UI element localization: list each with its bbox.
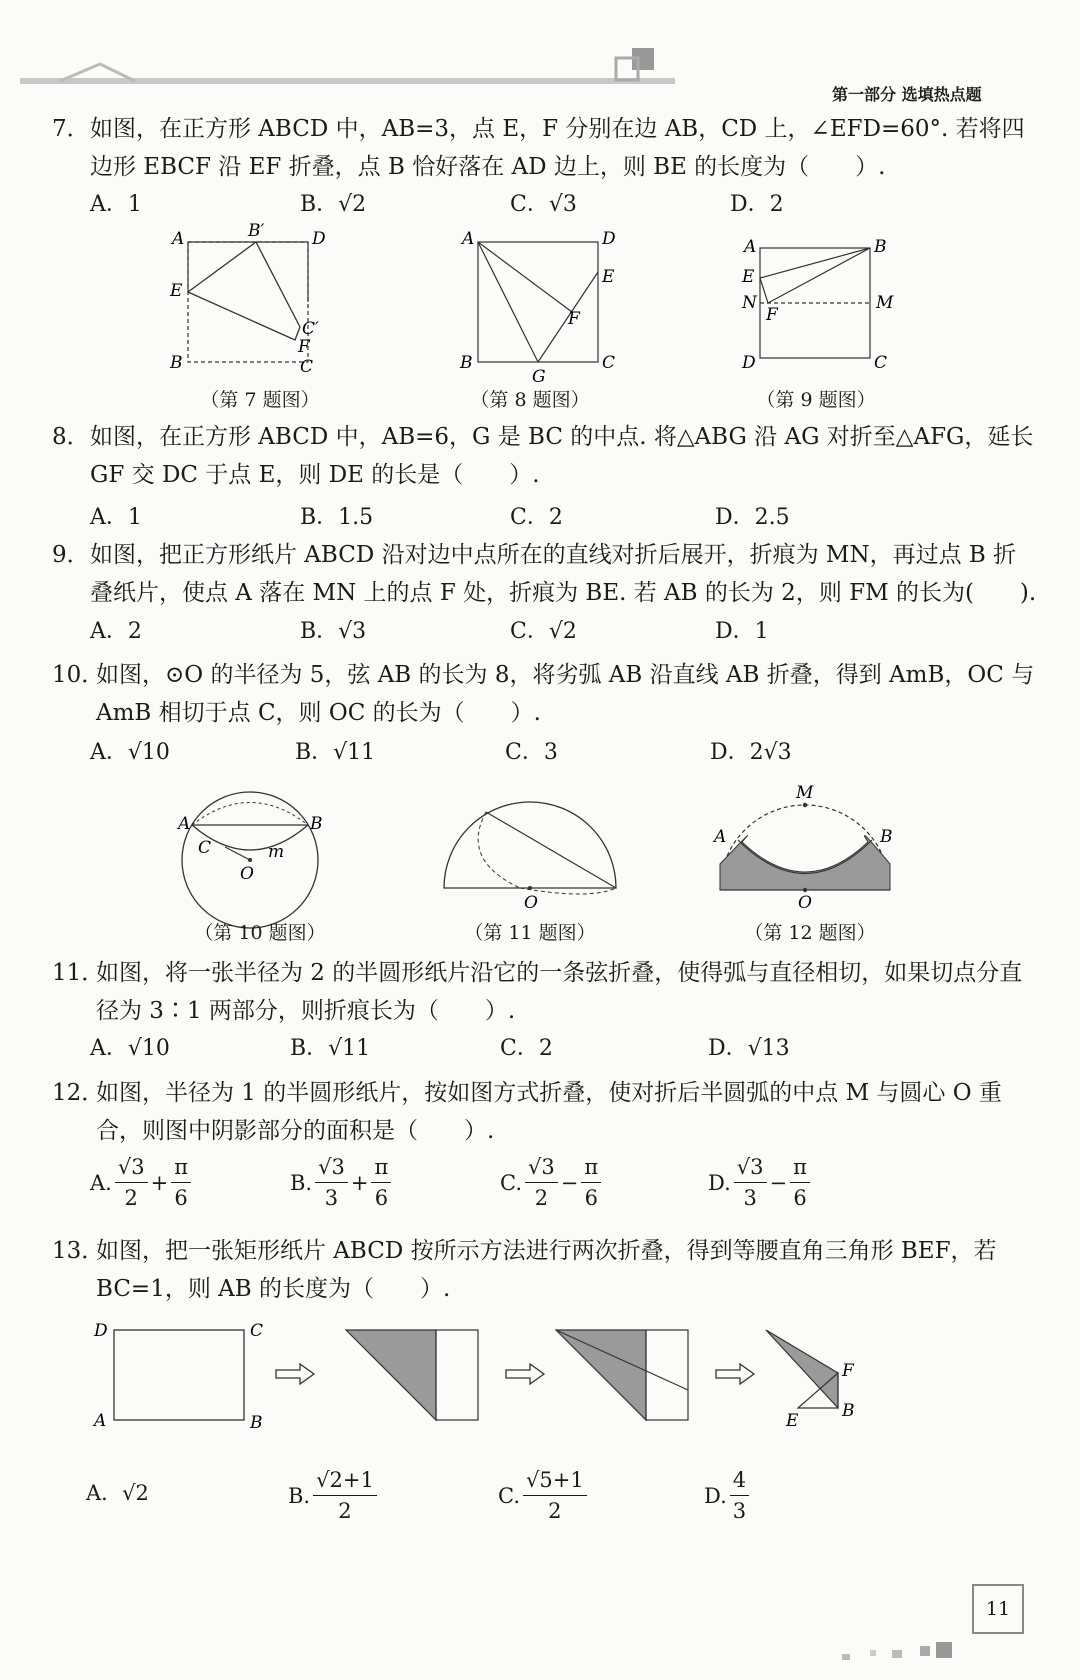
arrow-icon — [276, 1364, 314, 1384]
label-o: O — [240, 864, 254, 884]
question-8 — [52, 418, 1038, 494]
caption-9: （第 9 题图） — [756, 389, 876, 411]
figure-13 — [86, 1318, 1026, 1458]
question-13-text: 如图，把一张矩形纸片 ABCD 按所示方法进行两次折叠，得到等腰直角三角形 BEF，若 BC=1，则 AB 的长度为（ ）. — [96, 1238, 997, 1302]
label-b: B — [460, 353, 473, 373]
figure-12 — [710, 782, 900, 912]
question-12 — [52, 1074, 1038, 1150]
question-11 — [52, 954, 1038, 1030]
caption-10: （第 10 题图） — [194, 922, 326, 944]
label-e: E — [786, 1411, 799, 1431]
option-c[interactable]: C．√3 — [510, 192, 577, 217]
question-8-text: 如图，在正方形 ABCD 中，AB=6，G 是 BC 的中点. 将△ABG 沿 AG 对折至△AFG，延长 GF 交 DC 于点 E，则 DE 的长是（ ）. — [90, 424, 1034, 488]
question-10 — [52, 656, 1038, 732]
label-f: F — [568, 309, 580, 329]
label-a: A — [744, 237, 757, 257]
question-11-options — [90, 1031, 1010, 1069]
question-9 — [52, 536, 1038, 612]
label-b: B — [842, 1401, 855, 1421]
question-7-number: 7． — [52, 116, 90, 142]
option-b[interactable]: B．√2 — [300, 192, 367, 217]
figure-8 — [450, 222, 630, 382]
label-c: C — [300, 357, 314, 377]
label-c: C — [250, 1321, 264, 1341]
option-a[interactable]: A．2 — [90, 619, 142, 644]
label-c-prime: C′ — [302, 319, 319, 339]
option-c[interactable]: C．2 — [500, 1036, 553, 1061]
question-10-text: 如图，⊙O 的半径为 5，弦 AB 的长为 8，将劣弧 AB 沿直线 AB 折叠，得到 AmB，OC 与 AmB 相切于点 C，则 OC 的长为（ ）. — [96, 662, 1035, 726]
arrow-icon — [506, 1364, 544, 1384]
option-b[interactable]: B．1.5 — [300, 505, 374, 530]
arrow-icon — [716, 1364, 754, 1384]
option-d[interactable]: D. $\frac{4}{3}$ — [704, 1465, 752, 1526]
option-a[interactable]: A．√2 — [86, 1481, 149, 1505]
label-b-prime: B′ — [248, 222, 265, 241]
question-13-options — [86, 1465, 1010, 1535]
option-a[interactable]: A. $\frac{√3}{2}$ + $\frac{\pi}{6}$ — [90, 1152, 194, 1213]
label-a: A — [178, 814, 191, 834]
question-11-text: 如图，将一张半径为 2 的半圆形纸片沿它的一条弦折叠，使得弧与直径相切，如果切点分直径为 3∶1 两部分，则折痕长为（ ）. — [96, 960, 1023, 1024]
option-b[interactable]: B．√11 — [290, 1036, 371, 1061]
label-b: B — [250, 1413, 263, 1433]
label-f: F — [298, 337, 310, 357]
caption-12: （第 12 题图） — [744, 922, 876, 944]
label-g: G — [532, 367, 546, 382]
option-c[interactable]: C．√2 — [510, 619, 577, 644]
caption-7: （第 7 题图） — [200, 389, 320, 411]
label-b: B — [310, 814, 323, 834]
figure-11 — [440, 790, 620, 915]
option-c[interactable]: C. $\frac{√3}{2}$ − $\frac{\pi}{6}$ — [500, 1152, 604, 1213]
question-7 — [52, 110, 1038, 186]
label-a: A — [94, 1411, 107, 1431]
question-7-text: 如图，在正方形 ABCD 中，AB=3，点 E，F 分别在边 AB，CD 上，∠EFD=60°. 若将四边形 EBCF 沿 EF 折叠，点 B 恰好落在 AD 边上，则 BE 的长度为（ ）. — [90, 116, 1025, 180]
figure-7 — [160, 222, 360, 382]
option-b[interactable]: B. $\frac{√3}{3}$ + $\frac{\pi}{6}$ — [290, 1152, 394, 1213]
question-13-number: 13． — [52, 1238, 105, 1264]
figure-9 — [730, 228, 910, 378]
figure-10 — [170, 785, 340, 935]
label-d: D — [312, 229, 326, 249]
label-a: A — [714, 827, 727, 847]
label-e: E — [742, 267, 755, 287]
header-decoration — [20, 34, 700, 94]
question-9-text: 如图，把正方形纸片 ABCD 沿对边中点所在的直线对折后展开，折痕为 MN，再过点 B 折叠纸片，使点 A 落在 MN 上的点 F 处，折痕为 BE. 若 AB 的长为 2，则 FM 的长为( ). — [90, 542, 1037, 606]
label-c: C — [602, 353, 616, 373]
option-d[interactable]: D．√13 — [708, 1036, 790, 1061]
label-f: F — [842, 1361, 854, 1381]
label-b: B — [874, 237, 887, 257]
label-b: B — [880, 827, 893, 847]
label-a: A — [462, 229, 475, 249]
label-o: O — [798, 893, 812, 912]
question-9-number: 9． — [52, 542, 90, 568]
option-d[interactable]: D．1 — [715, 619, 769, 644]
label-e: E — [170, 281, 183, 301]
page-number: 11 — [972, 1584, 1024, 1634]
question-10-options — [90, 735, 1010, 773]
label-d: D — [94, 1321, 108, 1341]
caption-8: （第 8 题图） — [470, 389, 590, 411]
option-d[interactable]: D．2 — [730, 192, 784, 217]
label-c: C — [198, 838, 212, 858]
question-8-options — [90, 500, 1010, 538]
question-11-number: 11． — [52, 960, 105, 986]
label-m: M — [876, 293, 894, 313]
section-header: 第一部分 选填热点题 — [832, 85, 982, 104]
label-m: M — [796, 783, 814, 803]
option-c[interactable]: C．2 — [510, 505, 563, 530]
option-d[interactable]: D. $\frac{√3}{3}$ − $\frac{\pi}{6}$ — [708, 1152, 813, 1213]
label-o: O — [524, 893, 538, 913]
footer-decoration — [840, 1640, 970, 1666]
option-a[interactable]: A．√10 — [90, 1036, 170, 1061]
label-b: B — [170, 353, 183, 373]
label-d: D — [602, 229, 616, 249]
label-a: A — [172, 229, 185, 249]
option-c[interactable]: C. $\frac{√5+1}{2}$ — [498, 1465, 590, 1526]
question-13 — [52, 1232, 1038, 1308]
option-a[interactable]: A．1 — [90, 505, 142, 530]
question-12-text: 如图，半径为 1 的半圆形纸片，按如图方式折叠，使对折后半圆弧的中点 M 与圆心 O 重合，则图中阴影部分的面积是（ ）. — [96, 1080, 1002, 1144]
caption-11: （第 11 题图） — [464, 922, 596, 944]
question-10-number: 10． — [52, 662, 105, 688]
option-c[interactable]: C．3 — [505, 740, 558, 765]
label-n: N — [742, 293, 757, 313]
option-b[interactable]: B．√11 — [295, 740, 376, 765]
option-d[interactable]: D．2.5 — [715, 505, 790, 530]
option-a[interactable]: A．1 — [90, 192, 142, 217]
question-8-number: 8． — [52, 424, 90, 450]
label-f: F — [766, 305, 778, 325]
option-d[interactable]: D．2√3 — [710, 740, 792, 765]
question-12-options — [90, 1152, 1010, 1222]
label-m: m — [268, 842, 285, 862]
label-c: C — [874, 353, 888, 373]
option-b[interactable]: B. $\frac{√2+1}{2}$ — [288, 1465, 380, 1526]
question-7-options — [90, 187, 1010, 225]
label-d: D — [742, 353, 756, 373]
question-12-number: 12． — [52, 1080, 105, 1106]
option-a[interactable]: A．√10 — [90, 740, 170, 765]
label-e: E — [602, 267, 615, 287]
question-9-options — [90, 614, 1010, 652]
option-b[interactable]: B．√3 — [300, 619, 367, 644]
